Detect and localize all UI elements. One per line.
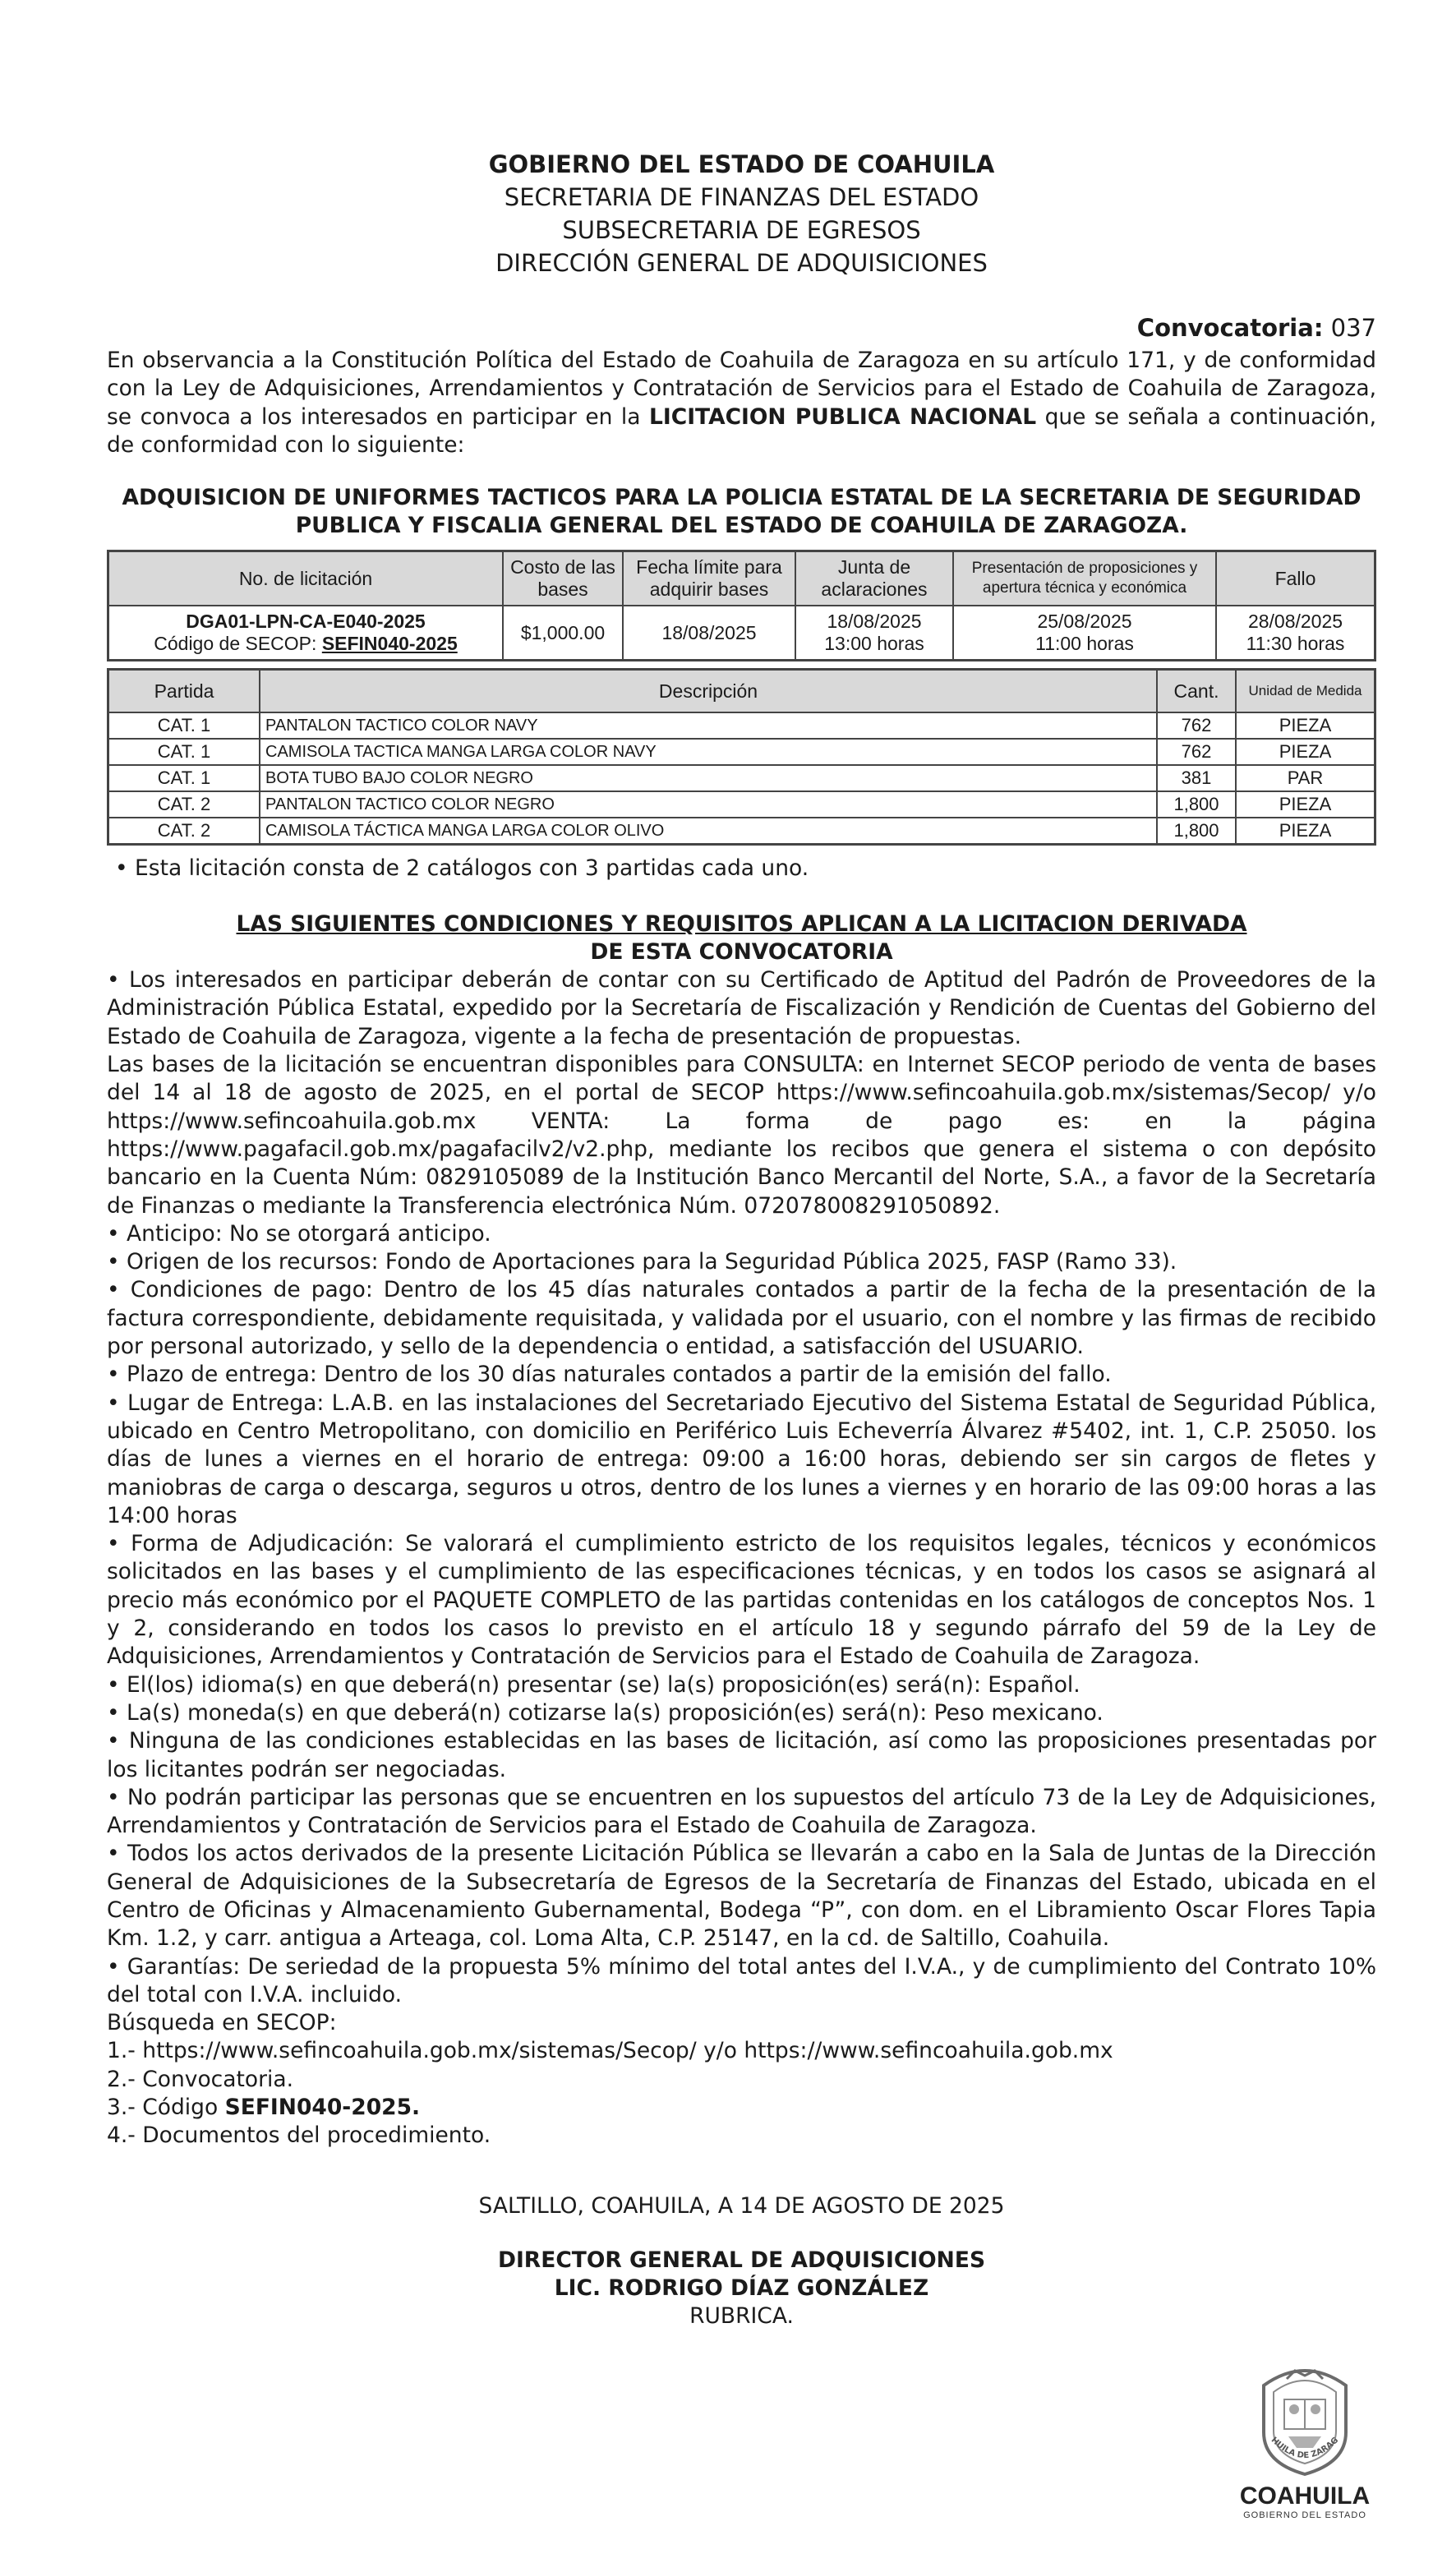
condicion-bases: Las bases de la licitación se encuentran disponibles para CONSULTA: en Internet SECOP periodo de venta de bases del 14 al 18 de agosto de 2025, en el portal de SECOP https://www.sefincoahuila.gob.mx/sistemas/Secop/ y/o https://www.sefincoahuila.gob.mx VENTA: La forma de pago es: en la página https://www.pagafacil.gob.mx/pagafacilv2/v2.php, mediante los recibos que genera el sistema o con depósito bancario en la Cuenta Núm: 0829105089 de la Institución Banco Mercantil del Norte, S.A., a favor de la Secretaría de Finanzas o mediante la Transferencia electrónica Núm. 072078008291050892. [107, 1052, 1376, 1219]
condiciones-title [107, 910, 1376, 966]
cell-fallo [1216, 606, 1375, 661]
partida-row [108, 791, 1375, 818]
cantidad-cell: 762 [1157, 739, 1236, 765]
busqueda-title: Búsqueda en SECOP: [107, 2010, 337, 2036]
partida-cell: CAT. 2 [108, 791, 260, 818]
objeto-line-1: ADQUISICION DE UNIFORMES TACTICOS PARA LA POLICIA ESTATAL DE LA SECRETARIA DE SEGURIDAD [122, 485, 1362, 511]
partida-row [108, 765, 1375, 791]
objeto-title [107, 484, 1376, 540]
descripcion-cell: CAMISOLA TÁCTICA MANGA LARGA COLOR OLIVO [260, 818, 1157, 845]
licitacion-header-row [108, 551, 1375, 606]
busqueda-step-1: 1.- https://www.sefincoahuila.gob.mx/sistemas/Secop/ y/o https://www.sefincoahuila.gob.mx [107, 2038, 1113, 2064]
partidas-table [107, 668, 1376, 846]
cell-fecha-limite: 18/08/2025 [623, 606, 795, 661]
signature-rubrica: RUBRICA. [689, 2302, 794, 2329]
condicion-origen-recursos: • Origen de los recursos: Fondo de Aportaciones para la Seguridad Pública 2025, FASP (Ramo 33). [107, 1249, 1177, 1275]
seal-text: HUILA DE ZARAG [1269, 2436, 1341, 2461]
partida-row [108, 739, 1375, 765]
convocatoria-number [107, 314, 1376, 342]
partidas-header-row [108, 670, 1375, 713]
condicion-idioma: • El(los) idioma(s) en que deberá(n) presentar (se) la(s) proposición(es) será(n): Español. [107, 1671, 1080, 1698]
condiciones-list [107, 966, 1376, 2150]
condicion-plazo-entrega: • Plazo de entrega: Dentro de los 30 días naturales contados a partir de la emisión del fallo. [107, 1362, 1112, 1388]
secop-code-line [113, 633, 499, 655]
busqueda-step-3 [107, 2094, 1376, 2122]
intro-paragraph [107, 347, 1376, 459]
licitacion-data-row [108, 606, 1375, 661]
junta-fecha: 18/08/2025 [827, 611, 922, 633]
fallo-hora: 11:30 horas [1246, 633, 1345, 655]
unidad-cell: PIEZA [1236, 791, 1375, 818]
descripcion-cell: CAMISOLA TACTICA MANGA LARGA COLOR NAVY [260, 739, 1157, 765]
objeto-line-2: PUBLICA Y FISCALIA GENERAL DEL ESTADO DE COAHUILA DE ZARAGOZA. [295, 513, 1188, 539]
intro-text-2: que se señala a continuación, de conformidad con lo siguiente: [107, 403, 1376, 458]
condicion-actos: • Todos los actos derivados de la presente Licitación Pública se llevarán a cabo en la Sala de Juntas de la Dirección General de Adquisiciones de la Subsecretaría de Egresos de la Secretaría de Finanzas del Estado, ubicada en el Centro de Oficinas y Almacenamiento Gubernamental, Bodega “P”, con dom. en el Libramiento Oscar Flores Tapia Km. 1.2, y carr. antigua a Arteaga, col. Loma Alta, C.P. 25147, en la cd. de Saltillo, Coahuila. [107, 1841, 1376, 1952]
intro-bold: LICITACION PUBLICA NACIONAL [649, 403, 1037, 430]
signature-block [107, 2247, 1376, 2330]
busqueda-step-3-code: SEFIN040-2025. [224, 2095, 421, 2121]
condicion-adjudicacion: • Forma de Adjudicación: Se valorará el cumplimiento estricto de los requisitos legales, técnicos y económicos solicitados en las bases y el cumplimiento de las especificaciones técnicas, y en todos los casos se asignará al precio más económico por el PAQUETE COMPLETO de las partidas contenidas en los catálogos de conceptos Nos. 1 y 2, considerando en todos los casos lo previsto en el artículo 18 y segundo párrafo del 59 de la Ley de Adquisiciones, Arrendamientos y Contratación de Servicios para el Estado de Coahuila de Zaragoza. [107, 1531, 1376, 1670]
catalogos-note: • Esta licitación consta de 2 catálogos con 3 partidas cada uno. [115, 855, 809, 882]
unidad-cell: PAR [1236, 765, 1375, 791]
document-header [107, 148, 1376, 279]
partida-cell: CAT. 1 [108, 712, 260, 739]
logo-name: COAHUILA [1239, 2482, 1371, 2510]
header-subsecretaria: SUBSECRETARIA DE EGRESOS [562, 216, 921, 244]
header-government: GOBIERNO DEL ESTADO DE COAHUILA [488, 150, 995, 178]
unidad-cell: PIEZA [1236, 712, 1375, 739]
partidas-body [108, 712, 1375, 845]
busqueda-step-4: 4.- Documentos del procedimiento. [107, 2123, 491, 2149]
signature-name: LIC. RODRIGO DÍAZ GONZÁLEZ [554, 2275, 929, 2301]
cantidad-cell: 1,800 [1157, 791, 1236, 818]
secop-code: SEFIN040-2025 [321, 633, 458, 655]
cantidad-cell: 762 [1157, 712, 1236, 739]
header-cant: Cant. [1157, 670, 1236, 713]
header-secretaria: SECRETARIA DE FINANZAS DEL ESTADO [504, 183, 979, 211]
descripcion-cell: BOTA TUBO BAJO COLOR NEGRO [260, 765, 1157, 791]
signature-title: DIRECTOR GENERAL DE ADQUISICIONES [497, 2247, 986, 2273]
convocatoria-value: 037 [1330, 314, 1376, 342]
coahuila-logo [1231, 2354, 1379, 2535]
convocatoria-label: Convocatoria: [1136, 314, 1324, 342]
coat-of-arms-icon [1247, 2354, 1362, 2478]
condiciones-title-line-2: DE ESTA CONVOCATORIA [590, 939, 893, 966]
condicion-impedimentos: • No podrán participar las personas que se encuentren en los supuestos del artículo 73 de la Ley de Adquisiciones, Arrendamientos y Contratación de Servicios para el Estado de Coahuila de Zaragoza. [107, 1784, 1376, 1839]
header-junta: Junta de aclaraciones [795, 551, 953, 606]
presentacion-hora: 11:00 horas [1035, 633, 1134, 655]
unidad-cell: PIEZA [1236, 818, 1375, 845]
header-direccion: DIRECCIÓN GENERAL DE ADQUISICIONES [495, 249, 988, 277]
unidad-cell: PIEZA [1236, 739, 1375, 765]
header-no-licitacion: No. de licitación [108, 551, 504, 606]
partida-row [108, 818, 1375, 845]
cell-costo: $1,000.00 [503, 606, 623, 661]
cell-numero [108, 606, 504, 661]
busqueda-step-3-label: 3.- Código [107, 2095, 225, 2121]
cantidad-cell: 381 [1157, 765, 1236, 791]
descripcion-cell: PANTALON TACTICO COLOR NEGRO [260, 791, 1157, 818]
condiciones-title-line-1: LAS SIGUIENTES CONDICIONES Y REQUISITOS APLICAN A LA LICITACION DERIVADA [236, 911, 1247, 938]
partida-cell: CAT. 2 [108, 818, 260, 845]
header-presentacion: Presentación de proposiciones y apertura técnica y económica [953, 551, 1216, 606]
secop-label: Código de SECOP: [154, 633, 322, 655]
header-costo: Costo de las bases [503, 551, 623, 606]
condicion-negociacion: • Ninguna de las condiciones establecidas en las bases de licitación, así como las proposiciones presentadas por los licitantes podrán ser negociadas. [107, 1728, 1376, 1782]
intro-text-1: En observancia a la Constitución Política del Estado de Coahuila de Zaragoza en su artículo 171, y de conformidad con la Ley de Adquisiciones, Arrendamientos y Contratación de Servicios para el Estado de Coahuila de Zaragoza, se convoca a los interesados en participar en la [107, 348, 1376, 430]
condicion-certificado: • Los interesados en participar deberán de contar con su Certificado de Aptitud del Padrón de Proveedores de la Administración Pública Estatal, expedido por la Secretaría de Fiscalización y Rendición de Cuentas del Gobierno del Estado de Coahuila de Zaragoza, vigente a la fecha de presentación de propuestas. [107, 967, 1376, 1049]
junta-hora: 13:00 horas [824, 633, 924, 655]
descripcion-cell: PANTALON TACTICO COLOR NAVY [260, 712, 1157, 739]
busqueda-step-2: 2.- Convocatoria. [107, 2066, 294, 2092]
condicion-anticipo: • Anticipo: No se otorgará anticipo. [107, 1220, 491, 1247]
cell-junta [795, 606, 953, 661]
header-unidad: Unidad de Medida [1236, 670, 1375, 713]
partida-row [108, 712, 1375, 739]
condicion-lugar-entrega: • Lugar de Entrega: L.A.B. en las instalaciones del Secretariado Ejecutivo del Sistema Estatal de Seguridad Pública, ubicado en Centro Metropolitano, con domicilio en Periférico Luis Echeverría Álvarez #5402, int. 1, C.P. 25050. los días de lunes a viernes en el horario de entrega: 09:00 a 16:00 horas, debiendo ser sin cargos de fletes y maniobras de carga o descarga, seguros u otros, dentro de los lunes a viernes y en horario de las 09:00 horas a las 14:00 horas [107, 1390, 1376, 1528]
licitacion-table [107, 550, 1376, 661]
header-partida: Partida [108, 670, 260, 713]
document-page [107, 148, 1376, 2330]
condicion-pago: • Condiciones de pago: Dentro de los 45 días naturales contados a partir de la fecha de la presentación de la factura correspondiente, debidamente requisitada, y validada por el usuario, con el nombre y las firmas de recibido por personal autorizado, y sello de la dependencia o entidad, a satisfacción del USUARIO. [107, 1277, 1376, 1360]
cantidad-cell: 1,800 [1157, 818, 1236, 845]
partida-cell: CAT. 1 [108, 739, 260, 765]
cell-presentacion [953, 606, 1216, 661]
presentacion-fecha: 25/08/2025 [1037, 611, 1132, 633]
partida-cell: CAT. 1 [108, 765, 260, 791]
fallo-fecha: 28/08/2025 [1247, 611, 1343, 633]
logo-subtitle: GOBIERNO DEL ESTADO [1243, 2510, 1366, 2520]
header-fallo: Fallo [1216, 551, 1375, 606]
header-descripcion: Descripción [260, 670, 1157, 713]
licitacion-number: DGA01-LPN-CA-E040-2025 [186, 611, 426, 633]
lugar-fecha: SALTILLO, COAHUILA, A 14 DE AGOSTO DE 2025 [478, 2192, 1005, 2219]
condicion-moneda: • La(s) moneda(s) en que deberá(n) cotizarse la(s) proposición(es) será(n): Peso mexicano. [107, 1699, 1104, 1726]
header-fecha-limite: Fecha límite para adquirir bases [623, 551, 795, 606]
condicion-garantias: • Garantías: De seriedad de la propuesta 5% mínimo del total antes del I.V.A., y de cumplimiento del Contrato 10% del total con I.V.A. incluido. [107, 1953, 1376, 2007]
